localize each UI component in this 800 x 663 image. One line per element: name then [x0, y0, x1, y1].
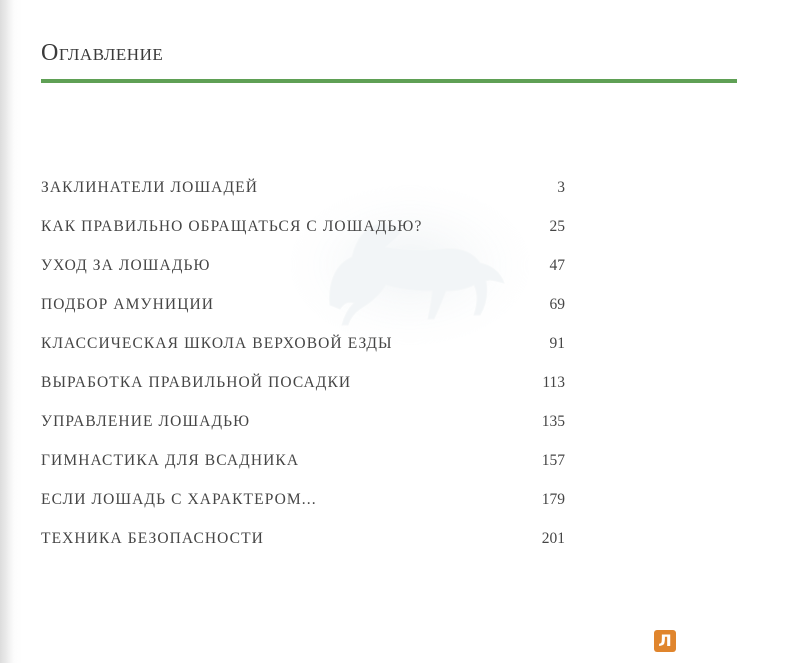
- table-of-contents: [41, 168, 565, 558]
- toc-entry-title: ЗАКЛИНАТЕЛИ ЛОШАДЕЙ: [41, 178, 259, 196]
- page-title: Оглавление: [41, 40, 164, 66]
- toc-entry-title: КЛАССИЧЕСКАЯ ШКОЛА ВЕРХОВОЙ ЕЗДЫ: [41, 334, 393, 352]
- page-gutter-shadow: [0, 0, 14, 663]
- toc-entry[interactable]: [41, 168, 565, 207]
- toc-entry-title: ПОДБОР АМУНИЦИИ: [41, 295, 215, 313]
- toc-entry[interactable]: [41, 324, 565, 363]
- toc-entry-page: 47: [549, 256, 565, 274]
- toc-entry-page: 135: [541, 412, 565, 430]
- toc-entry[interactable]: [41, 285, 565, 324]
- title-divider: [41, 79, 737, 83]
- toc-entry-title: УХОД ЗА ЛОШАДЬЮ: [41, 256, 211, 274]
- labirint-logo-icon: Л: [654, 630, 676, 652]
- toc-entry-title: ГИМНАСТИКА ДЛЯ ВСАДНИКА: [41, 451, 300, 469]
- toc-entry-title: ТЕХНИКА БЕЗОПАСНОСТИ: [41, 529, 264, 547]
- toc-entry-page: 25: [549, 217, 565, 235]
- toc-entry[interactable]: [41, 363, 565, 402]
- toc-entry-title: ЕСЛИ ЛОШАДЬ С ХАРАКТЕРОМ...: [41, 490, 317, 508]
- toc-entry-page: 201: [541, 529, 565, 547]
- toc-entry[interactable]: [41, 402, 565, 441]
- toc-entry-page: 179: [541, 490, 565, 508]
- toc-entry-title: ВЫРАБОТКА ПРАВИЛЬНОЙ ПОСАДКИ: [41, 373, 352, 391]
- toc-entry-title: УПРАВЛЕНИЕ ЛОШАДЬЮ: [41, 412, 251, 430]
- toc-entry[interactable]: [41, 441, 565, 480]
- toc-entry[interactable]: [41, 246, 565, 285]
- toc-entry[interactable]: [41, 480, 565, 519]
- toc-entry-page: 91: [549, 334, 565, 352]
- toc-entry-page: 3: [557, 178, 565, 196]
- toc-entry-page: 157: [541, 451, 565, 469]
- toc-entry-title: КАК ПРАВИЛЬНО ОБРАЩАТЬСЯ С ЛОШАДЬЮ?: [41, 217, 423, 235]
- toc-entry[interactable]: [41, 519, 565, 558]
- toc-entry-page: 69: [549, 295, 565, 313]
- toc-entry[interactable]: [41, 207, 565, 246]
- toc-entry-page: 113: [542, 373, 565, 391]
